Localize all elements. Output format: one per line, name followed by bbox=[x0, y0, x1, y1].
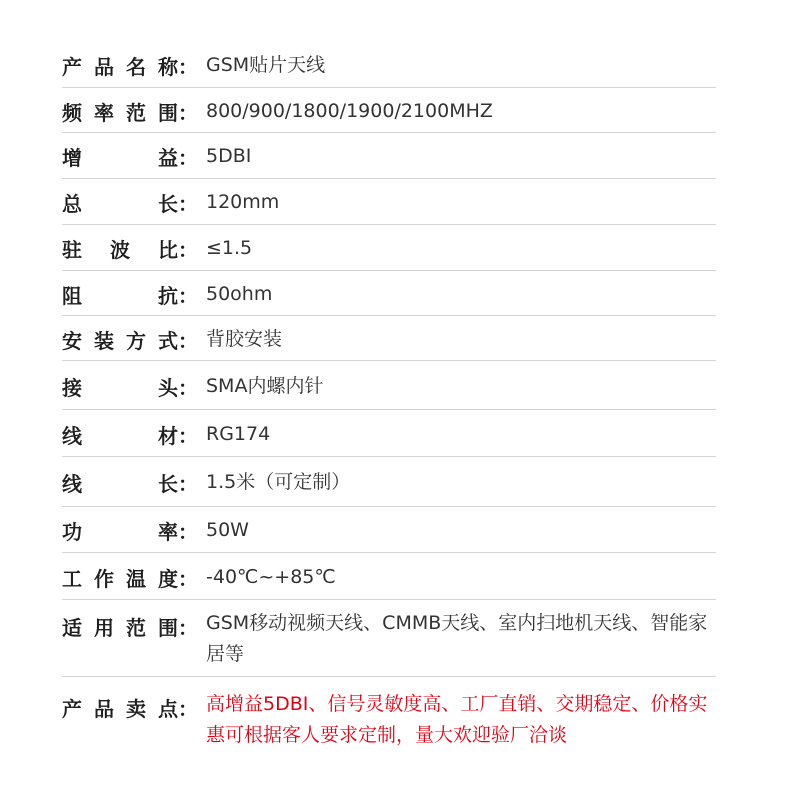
spec-label-colon: ： bbox=[178, 375, 198, 400]
spec-label bbox=[62, 97, 198, 126]
spec-label bbox=[62, 234, 198, 263]
spec-table bbox=[62, 42, 716, 751]
spec-label-colon: ： bbox=[178, 616, 198, 640]
spec-value: RG174 bbox=[206, 422, 271, 445]
spec-label-text: 阻 抗 bbox=[62, 283, 178, 308]
spec-value: -40℃~+85℃ bbox=[206, 565, 336, 588]
spec-label bbox=[62, 51, 198, 80]
spec-label-colon: ： bbox=[178, 328, 198, 353]
spec-label bbox=[62, 280, 198, 309]
spec-label-text: 增 益 bbox=[62, 146, 178, 170]
spec-label bbox=[62, 563, 198, 592]
spec-label-text: 功 率 bbox=[62, 520, 178, 544]
spec-label-colon: ： bbox=[178, 100, 198, 125]
spec-label-text: 安 装 方 式 bbox=[62, 328, 178, 353]
spec-row bbox=[62, 133, 716, 179]
spec-row bbox=[62, 410, 716, 457]
spec-label bbox=[62, 689, 198, 722]
spec-label-colon: ： bbox=[178, 697, 198, 721]
spec-value: 120mm bbox=[206, 191, 280, 213]
spec-value: SMA内螺内针 bbox=[206, 374, 324, 397]
spec-label-text: 适 用 范 围 bbox=[62, 616, 178, 640]
spec-label-text: 产 品 名 称 bbox=[62, 55, 178, 79]
spec-label-colon: ： bbox=[178, 283, 198, 308]
spec-row bbox=[62, 179, 716, 225]
spec-label-colon: ： bbox=[178, 192, 198, 216]
spec-label bbox=[62, 608, 198, 641]
spec-value: 5DBI bbox=[206, 145, 252, 167]
spec-label bbox=[62, 325, 198, 354]
spec-label-colon: ： bbox=[178, 566, 198, 591]
spec-value: GSM贴片天线 bbox=[206, 54, 326, 76]
spec-value: 800/900/1800/1900/2100MHZ bbox=[206, 99, 493, 122]
spec-label-text: 线 材 bbox=[62, 423, 178, 448]
spec-value: 50ohm bbox=[206, 282, 273, 305]
spec-label bbox=[62, 142, 198, 171]
spec-value: ≤1.5 bbox=[206, 237, 253, 259]
spec-label bbox=[62, 468, 198, 497]
spec-value: GSM移动视频天线、CMMB天线、室内扫地机天线、智能家居等 bbox=[206, 612, 708, 665]
spec-row bbox=[62, 361, 716, 410]
spec-label bbox=[62, 372, 198, 401]
spec-row bbox=[62, 553, 716, 600]
spec-value: 1.5米（可定制） bbox=[206, 471, 351, 493]
spec-label-colon: ： bbox=[178, 520, 198, 544]
spec-label-text: 接 头 bbox=[62, 375, 178, 400]
spec-label bbox=[62, 420, 198, 449]
spec-label-text: 频 率 范 围 bbox=[62, 100, 178, 125]
spec-label-text: 总 长 bbox=[62, 192, 178, 216]
spec-label bbox=[62, 516, 198, 545]
spec-value: 高增益5DBI、信号灵敏度高、工厂直销、交期稳定、价格实惠可根据客人要求定制，量大欢迎验厂洽谈 bbox=[206, 693, 708, 746]
spec-label-colon: ： bbox=[178, 146, 198, 170]
spec-label-text: 产 品 卖 点 bbox=[62, 697, 178, 721]
spec-label-colon: ： bbox=[178, 423, 198, 448]
spec-row bbox=[62, 677, 716, 751]
spec-row bbox=[62, 600, 716, 677]
spec-value: 背胶安装 bbox=[206, 327, 283, 350]
spec-row bbox=[62, 457, 716, 507]
spec-row bbox=[62, 88, 716, 133]
spec-row bbox=[62, 225, 716, 271]
spec-value: 50W bbox=[206, 519, 249, 541]
spec-label-colon: ： bbox=[178, 472, 198, 496]
spec-label-text: 驻 波 比 bbox=[62, 238, 178, 262]
spec-label-text: 工 作 温 度 bbox=[62, 566, 178, 591]
spec-row bbox=[62, 271, 716, 316]
spec-label-text: 线 长 bbox=[62, 472, 178, 496]
spec-row bbox=[62, 316, 716, 361]
spec-label bbox=[62, 188, 198, 217]
spec-label-colon: ： bbox=[178, 55, 198, 79]
spec-row bbox=[62, 42, 716, 88]
spec-row bbox=[62, 507, 716, 553]
spec-label-colon: ： bbox=[178, 238, 198, 262]
